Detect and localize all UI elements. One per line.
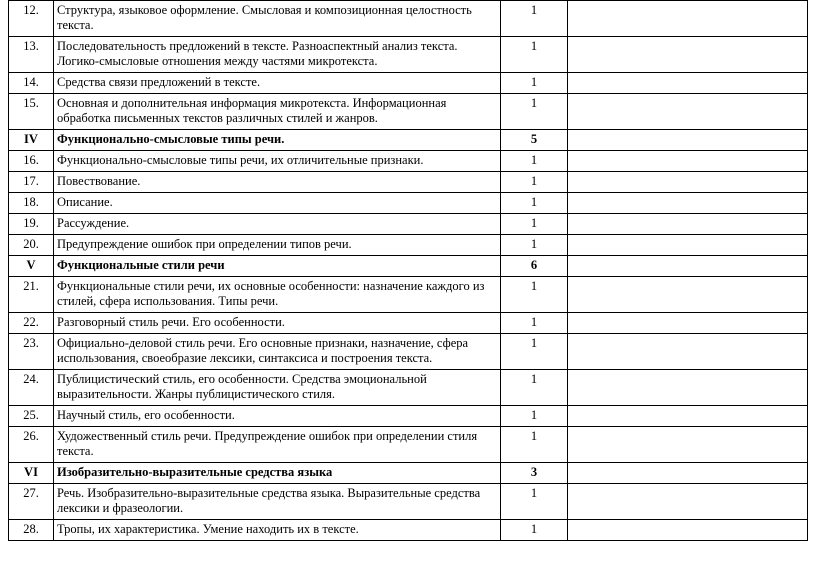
row-hours: 1 xyxy=(501,484,568,520)
row-hours: 1 xyxy=(501,193,568,214)
row-number: 23. xyxy=(9,334,54,370)
row-hours: 5 xyxy=(501,130,568,151)
row-number: 24. xyxy=(9,370,54,406)
row-hours: 1 xyxy=(501,334,568,370)
row-hours: 1 xyxy=(501,235,568,256)
row-empty-cell xyxy=(568,406,808,427)
row-topic: Публицистический стиль, его особенности. Средства эмоциональной выразительности. Жанры публицистического стиля. xyxy=(54,370,501,406)
row-hours: 1 xyxy=(501,1,568,37)
row-number: IV xyxy=(9,130,54,151)
table-row xyxy=(9,172,808,193)
row-empty-cell xyxy=(568,427,808,463)
row-empty-cell xyxy=(568,37,808,73)
row-hours: 1 xyxy=(501,214,568,235)
row-number: 17. xyxy=(9,172,54,193)
row-number: 18. xyxy=(9,193,54,214)
row-empty-cell xyxy=(568,277,808,313)
row-number: 25. xyxy=(9,406,54,427)
row-empty-cell xyxy=(568,73,808,94)
row-empty-cell xyxy=(568,484,808,520)
row-number: 28. xyxy=(9,520,54,541)
section-row xyxy=(9,130,808,151)
row-number: 15. xyxy=(9,94,54,130)
row-empty-cell xyxy=(568,193,808,214)
row-hours: 1 xyxy=(501,94,568,130)
row-number: 12. xyxy=(9,1,54,37)
table-row xyxy=(9,214,808,235)
row-empty-cell xyxy=(568,334,808,370)
row-topic: Тропы, их характеристика. Умение находить их в тексте. xyxy=(54,520,501,541)
table-row xyxy=(9,334,808,370)
row-hours: 1 xyxy=(501,172,568,193)
curriculum-table xyxy=(8,0,808,541)
row-hours: 1 xyxy=(501,520,568,541)
row-topic: Структура, языковое оформление. Смысловая и композиционная целостность текста. xyxy=(54,1,501,37)
row-hours: 1 xyxy=(501,277,568,313)
table-row xyxy=(9,370,808,406)
row-topic: Официально-деловой стиль речи. Его основные признаки, назначение, сфера использования, своеобразие лексики, синтаксиса и построения текста. xyxy=(54,334,501,370)
row-topic: Рассуждение. xyxy=(54,214,501,235)
row-hours: 3 xyxy=(501,463,568,484)
row-number: 27. xyxy=(9,484,54,520)
table-row xyxy=(9,193,808,214)
row-number: 13. xyxy=(9,37,54,73)
row-empty-cell xyxy=(568,235,808,256)
row-number: VI xyxy=(9,463,54,484)
row-topic: Разговорный стиль речи. Его особенности. xyxy=(54,313,501,334)
table-row xyxy=(9,406,808,427)
section-row xyxy=(9,463,808,484)
row-number: 26. xyxy=(9,427,54,463)
row-topic: Повествование. xyxy=(54,172,501,193)
row-empty-cell xyxy=(568,130,808,151)
row-hours: 1 xyxy=(501,370,568,406)
row-topic: Последовательность предложений в тексте. Разноаспектный анализ текста. Логико-смысловые отношения между частями микротекста. xyxy=(54,37,501,73)
row-topic: Описание. xyxy=(54,193,501,214)
row-topic: Функциональные стили речи xyxy=(54,256,501,277)
table-row xyxy=(9,427,808,463)
row-topic: Предупреждение ошибок при определении типов речи. xyxy=(54,235,501,256)
row-empty-cell xyxy=(568,94,808,130)
row-empty-cell xyxy=(568,370,808,406)
row-topic: Изобразительно-выразительные средства языка xyxy=(54,463,501,484)
row-topic: Научный стиль, его особенности. xyxy=(54,406,501,427)
row-number: 19. xyxy=(9,214,54,235)
row-hours: 1 xyxy=(501,427,568,463)
row-empty-cell xyxy=(568,256,808,277)
row-topic: Средства связи предложений в тексте. xyxy=(54,73,501,94)
row-empty-cell xyxy=(568,172,808,193)
row-topic: Функционально-смысловые типы речи, их отличительные признаки. xyxy=(54,151,501,172)
row-hours: 1 xyxy=(501,406,568,427)
row-topic: Основная и дополнительная информация микротекста. Информационная обработка письменных текстов различных стилей и жанров. xyxy=(54,94,501,130)
section-row xyxy=(9,256,808,277)
row-topic: Функциональные стили речи, их основные особенности: назначение каждого из стилей, сфера использования. Типы речи. xyxy=(54,277,501,313)
table-row xyxy=(9,277,808,313)
table-row xyxy=(9,151,808,172)
row-topic: Художественный стиль речи. Предупреждение ошибок при определении стиля текста. xyxy=(54,427,501,463)
row-number: 21. xyxy=(9,277,54,313)
table-row xyxy=(9,313,808,334)
table-row xyxy=(9,1,808,37)
row-number: 14. xyxy=(9,73,54,94)
row-topic: Функционально-смысловые типы речи. xyxy=(54,130,501,151)
row-number: V xyxy=(9,256,54,277)
row-number: 20. xyxy=(9,235,54,256)
row-hours: 1 xyxy=(501,313,568,334)
row-number: 16. xyxy=(9,151,54,172)
row-empty-cell xyxy=(568,1,808,37)
table-row xyxy=(9,484,808,520)
row-hours: 6 xyxy=(501,256,568,277)
row-empty-cell xyxy=(568,151,808,172)
row-empty-cell xyxy=(568,520,808,541)
table-row xyxy=(9,235,808,256)
row-hours: 1 xyxy=(501,151,568,172)
row-empty-cell xyxy=(568,313,808,334)
table-row xyxy=(9,37,808,73)
table-row xyxy=(9,94,808,130)
row-topic: Речь. Изобразительно-выразительные средства языка. Выразительные средства лексики и фразеологии. xyxy=(54,484,501,520)
table-row xyxy=(9,520,808,541)
table-body xyxy=(9,1,808,541)
row-empty-cell xyxy=(568,214,808,235)
row-hours: 1 xyxy=(501,37,568,73)
table-row xyxy=(9,73,808,94)
row-number: 22. xyxy=(9,313,54,334)
row-hours: 1 xyxy=(501,73,568,94)
row-empty-cell xyxy=(568,463,808,484)
